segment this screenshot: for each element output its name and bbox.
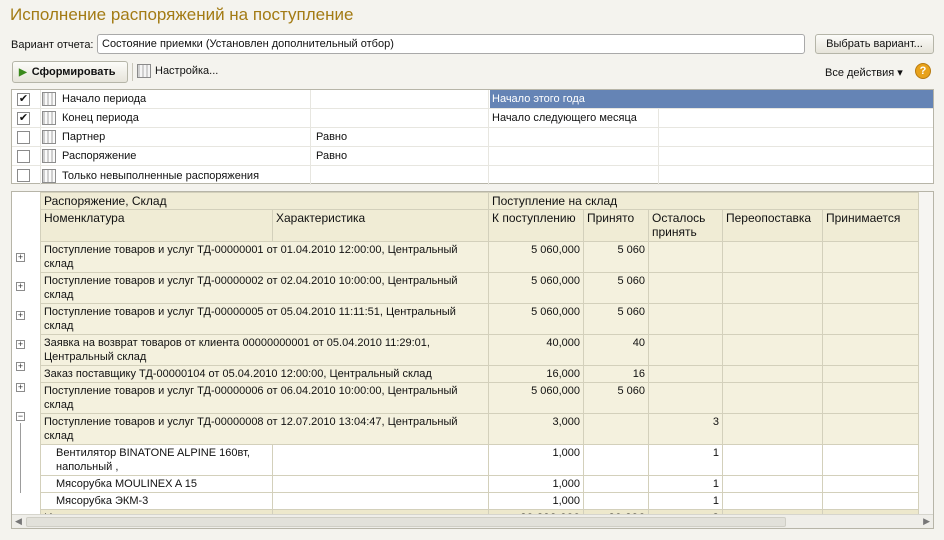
table-row[interactable]: [41, 273, 919, 304]
filter-name: Партнер: [62, 131, 106, 143]
to-receive-cell: 16,000: [489, 366, 584, 383]
vertical-scrollbar[interactable]: [919, 192, 933, 514]
choose-variant-button[interactable]: Выбрать вариант...: [815, 34, 934, 54]
to-receive-cell: 5 060,000: [489, 304, 584, 335]
to-receive-cell: 40,000: [489, 335, 584, 366]
variant-label: Вариант отчета:: [11, 39, 94, 51]
col-header-accepting: Принимается: [823, 210, 919, 242]
filter-checkbox[interactable]: [17, 150, 30, 163]
filter-row-unfulfilled[interactable]: [12, 166, 933, 185]
expand-icon[interactable]: +: [17, 310, 24, 320]
item-name[interactable]: Мясорубка ЭКМ-3: [41, 493, 273, 510]
filter-name: Распоряжение: [62, 150, 137, 162]
remaining-cell: [649, 335, 723, 366]
generate-report-label: Сформировать: [31, 66, 116, 78]
order-name[interactable]: Поступление товаров и услуг ТД-00000001 от 01.04.2010 12:00:00, Центральный склад: [41, 242, 489, 273]
table-row[interactable]: [41, 335, 919, 366]
remaining-cell: [649, 273, 723, 304]
filter-name: Только невыполненные распоряжения: [62, 169, 260, 182]
remaining-cell: 3: [649, 414, 723, 445]
remaining-cell: [649, 304, 723, 335]
report-table: [40, 192, 919, 527]
accepting-cell: [823, 335, 919, 366]
table-row[interactable]: [41, 414, 919, 445]
remaining-cell: 1: [649, 476, 723, 493]
order-name[interactable]: Поступление товаров и услуг ТД-00000006 от 06.04.2010 10:00:00, Центральный склад: [41, 383, 489, 414]
filter-icon: [42, 130, 56, 144]
accepting-cell: [823, 304, 919, 335]
order-name[interactable]: Поступление товаров и услуг ТД-00000005 от 05.04.2010 11:11:51, Центральный склад: [41, 304, 489, 335]
order-name[interactable]: Поступление товаров и услуг ТД-00000002 от 02.04.2010 10:00:00, Центральный склад: [41, 273, 489, 304]
order-name[interactable]: Заявка на возврат товаров от клиента 00000000001 от 05.04.2010 11:29:01, Центральный склад: [41, 335, 489, 366]
col-header-overdelivery: Переопоставка: [723, 210, 823, 242]
generate-report-button[interactable]: [12, 61, 128, 83]
toolbar-separator: [132, 63, 133, 81]
scrollbar-thumb[interactable]: [26, 517, 786, 527]
accepting-cell: [823, 242, 919, 273]
period-icon: [42, 92, 56, 106]
header-row-1: [41, 193, 919, 210]
filter-value[interactable]: [490, 128, 933, 146]
item-name[interactable]: Вентилятор BINATONE ALPINE 160вт, напольный ,: [41, 445, 273, 476]
expand-icon[interactable]: +: [17, 339, 24, 349]
overdelivery-cell: [723, 273, 823, 304]
received-cell: 40: [584, 335, 649, 366]
remaining-cell: [649, 366, 723, 383]
col-header-remaining: Осталось принять: [649, 210, 723, 242]
to-receive-cell: 1,000: [489, 493, 584, 510]
overdelivery-cell: [723, 242, 823, 273]
accepting-cell: [823, 366, 919, 383]
received-cell: [584, 476, 649, 493]
collapse-icon[interactable]: −: [17, 411, 24, 421]
scroll-left-icon[interactable]: ◀: [15, 516, 22, 526]
horizontal-scrollbar[interactable]: [12, 514, 933, 528]
received-cell: 5 060: [584, 273, 649, 304]
to-receive-cell: 1,000: [489, 476, 584, 493]
table-row[interactable]: [41, 242, 919, 273]
accepting-cell: [823, 476, 919, 493]
expand-icon[interactable]: +: [17, 281, 24, 291]
remaining-cell: [649, 383, 723, 414]
characteristic-cell: [273, 493, 489, 510]
remaining-cell: 1: [649, 445, 723, 476]
to-receive-cell: 5 060,000: [489, 242, 584, 273]
filter-checkbox[interactable]: [17, 169, 30, 182]
all-actions-menu[interactable]: Все действия ▾: [825, 67, 903, 79]
period-icon: [42, 111, 56, 125]
received-cell: [584, 445, 649, 476]
received-cell: [584, 414, 649, 445]
settings-button[interactable]: [137, 64, 218, 78]
filter-name: Начало периода: [62, 93, 147, 105]
received-cell: 5 060: [584, 242, 649, 273]
page-title: Исполнение распоряжений на поступление: [10, 5, 354, 24]
filter-condition[interactable]: Равно: [316, 131, 348, 143]
filter-row-period-end[interactable]: [12, 109, 933, 128]
characteristic-cell: [273, 476, 489, 493]
overdelivery-cell: [723, 476, 823, 493]
scroll-right-icon[interactable]: ▶: [923, 516, 930, 526]
received-cell: 16: [584, 366, 649, 383]
overdelivery-cell: [723, 493, 823, 510]
settings-icon: [137, 64, 151, 78]
filter-row-order[interactable]: [12, 147, 933, 166]
characteristic-cell: [273, 445, 489, 476]
filter-checkbox[interactable]: ✔: [18, 111, 29, 124]
filter-checkbox[interactable]: [17, 131, 30, 144]
table-row[interactable]: [41, 445, 919, 476]
filter-checkbox[interactable]: ✔: [18, 92, 29, 105]
help-icon[interactable]: ?: [915, 63, 931, 79]
table-row[interactable]: [41, 366, 919, 383]
received-cell: 5 060: [584, 383, 649, 414]
col-header-to-receive: К поступлению: [489, 210, 584, 242]
filter-row-period-start[interactable]: [12, 90, 933, 109]
col-header-received: Принято: [584, 210, 649, 242]
to-receive-cell: 1,000: [489, 445, 584, 476]
expand-icon[interactable]: +: [17, 361, 24, 371]
overdelivery-cell: [723, 445, 823, 476]
filter-value[interactable]: Начало следующего месяца: [492, 112, 637, 124]
overdelivery-cell: [723, 335, 823, 366]
accepting-cell: [823, 493, 919, 510]
expand-icon[interactable]: +: [17, 382, 24, 392]
col-header-receipt-section: Поступление на склад: [489, 193, 919, 210]
play-icon: ▶: [19, 66, 27, 78]
accepting-cell: [823, 445, 919, 476]
filter-icon: [42, 169, 56, 183]
overdelivery-cell: [723, 366, 823, 383]
filter-icon: [42, 149, 56, 163]
filter-value[interactable]: [490, 147, 933, 165]
table-row[interactable]: [41, 383, 919, 414]
filter-value[interactable]: Начало этого года: [490, 90, 933, 108]
accepting-cell: [823, 273, 919, 304]
table-row[interactable]: [41, 304, 919, 335]
filter-name: Конец периода: [62, 112, 139, 124]
item-name[interactable]: Мясорубка MOULINEX A 15: [41, 476, 273, 493]
settings-label: Настройка...: [155, 65, 219, 77]
to-receive-cell: 3,000: [489, 414, 584, 445]
order-name[interactable]: Поступление товаров и услуг ТД-00000008 от 12.07.2010 13:04:47, Центральный склад: [41, 414, 489, 445]
header-row-2: [41, 210, 919, 242]
table-row[interactable]: [41, 493, 919, 510]
to-receive-cell: 5 060,000: [489, 273, 584, 304]
overdelivery-cell: [723, 383, 823, 414]
remaining-cell: [649, 242, 723, 273]
col-header-nomenclature: Номенклатура: [41, 210, 273, 242]
report-area: [11, 191, 934, 529]
col-header-characteristic: Характеристика: [273, 210, 489, 242]
tree-line: [20, 423, 21, 493]
grouping-gutter: [12, 192, 40, 510]
overdelivery-cell: [723, 304, 823, 335]
filter-condition[interactable]: Равно: [316, 150, 348, 162]
accepting-cell: [823, 383, 919, 414]
expand-icon[interactable]: +: [17, 252, 24, 262]
overdelivery-cell: [723, 414, 823, 445]
filter-settings-table: [11, 89, 934, 184]
received-cell: 5 060: [584, 304, 649, 335]
table-row[interactable]: [41, 476, 919, 493]
remaining-cell: 1: [649, 493, 723, 510]
accepting-cell: [823, 414, 919, 445]
to-receive-cell: 5 060,000: [489, 383, 584, 414]
received-cell: [584, 493, 649, 510]
filter-row-partner[interactable]: [12, 128, 933, 147]
report-variant-field[interactable]: Состояние приемки (Установлен дополнительный отбор): [97, 34, 805, 54]
col-header-order-warehouse: Распоряжение, Склад: [41, 193, 489, 210]
order-name[interactable]: Заказ поставщику ТД-00000104 от 05.04.2010 12:00:00, Центральный склад: [41, 366, 489, 383]
